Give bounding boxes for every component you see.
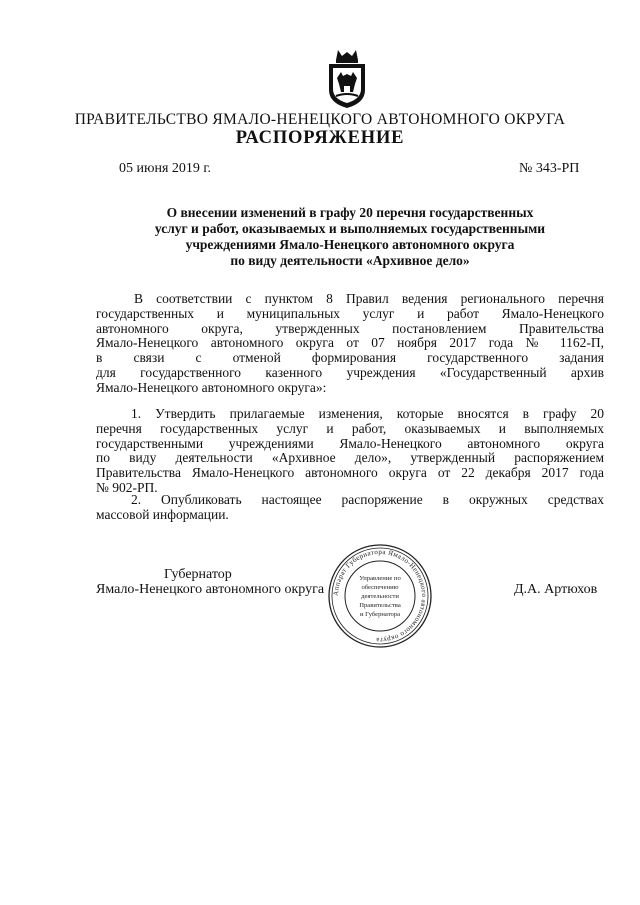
- signatory-organization: Ямало-Ненецкого автономного округа: [96, 582, 325, 597]
- signatory-name: Д.А. Артюхов: [514, 582, 598, 597]
- coat-of-arms-icon: [324, 48, 370, 110]
- stamp-outer-text: Аппарат Губернатора Ямало-Ненецкого автономного округа: [331, 547, 429, 645]
- signatory-title: Губернатор: [164, 567, 232, 582]
- government-name: ПРАВИТЕЛЬСТВО ЯМАЛО-НЕНЕЦКОГО АВТОНОМНОГО ОКРУГА: [74, 111, 566, 128]
- paragraph-line: Ямало-Ненецкого автономного округа от 07 ноября 2017 года № 1162-П,: [96, 335, 604, 351]
- subject-line: услуг и работ, оказываемых и выполняемых государственными: [154, 221, 546, 236]
- official-stamp: [327, 543, 433, 649]
- paragraph-line: государственных и муниципальных услуг и работ Ямало-Ненецкого: [96, 305, 604, 321]
- item-2-paragraph: [96, 493, 604, 523]
- paragraph-line: Правительства Ямало-Ненецкого автономного округа от 22 декабря 2017 года: [96, 465, 604, 481]
- paragraph-line: В соответствии с пунктом 8 Правил ведения регионального перечня: [134, 291, 604, 306]
- paragraph-line: по виду деятельности «Архивное дело», утвержденный распоряжением: [96, 450, 604, 466]
- stamp-inner-line: и Губернатора: [359, 611, 401, 618]
- paragraph-line: Ямало-Ненецкого автономного округа»:: [96, 379, 327, 395]
- item-1-paragraph: [96, 407, 604, 496]
- stamp-inner-line: Правительства: [359, 602, 401, 609]
- subject-line: учреждениями Ямало-Ненецкого автономного округа: [185, 237, 515, 252]
- subject-line: по виду деятельности «Архивное дело»: [230, 253, 470, 268]
- paragraph-line: для государственного казенного учреждения «Государственный архив: [96, 364, 604, 380]
- document-subject: [60, 205, 640, 269]
- document-date: 05 июня 2019 г.: [119, 161, 212, 176]
- document-type-title: РАСПОРЯЖЕНИЕ: [235, 128, 405, 148]
- paragraph-line: государственными учреждениями Ямало-Ненецкого автономного округа: [96, 435, 604, 451]
- paragraph-line: 2. Опубликовать настоящее распоряжение в окружных средствах: [131, 492, 604, 507]
- preamble-paragraph: [96, 292, 604, 396]
- paragraph-line: 1. Утвердить прилагаемые изменения, которые вносятся в графу 20: [131, 406, 604, 421]
- stamp-inner-line: Управление по: [359, 575, 401, 582]
- subject-line: О внесении изменений в графу 20 перечня государственных: [166, 205, 534, 220]
- paragraph-line: автономного округа, утвержденных постановлением Правительства: [96, 320, 604, 336]
- stamp-inner-line: деятельности: [361, 593, 399, 600]
- paragraph-line: перечня государственных услуг и работ, оказываемых и выполняемых: [96, 420, 604, 436]
- paragraph-line: в связи с отменой формирования государственного задания: [96, 350, 604, 366]
- stamp-inner-line: обеспечению: [361, 584, 399, 591]
- document-number: № 343-РП: [519, 161, 580, 176]
- paragraph-line: массовой информации.: [96, 506, 229, 522]
- paragraph-line: № 902-РП.: [96, 479, 158, 495]
